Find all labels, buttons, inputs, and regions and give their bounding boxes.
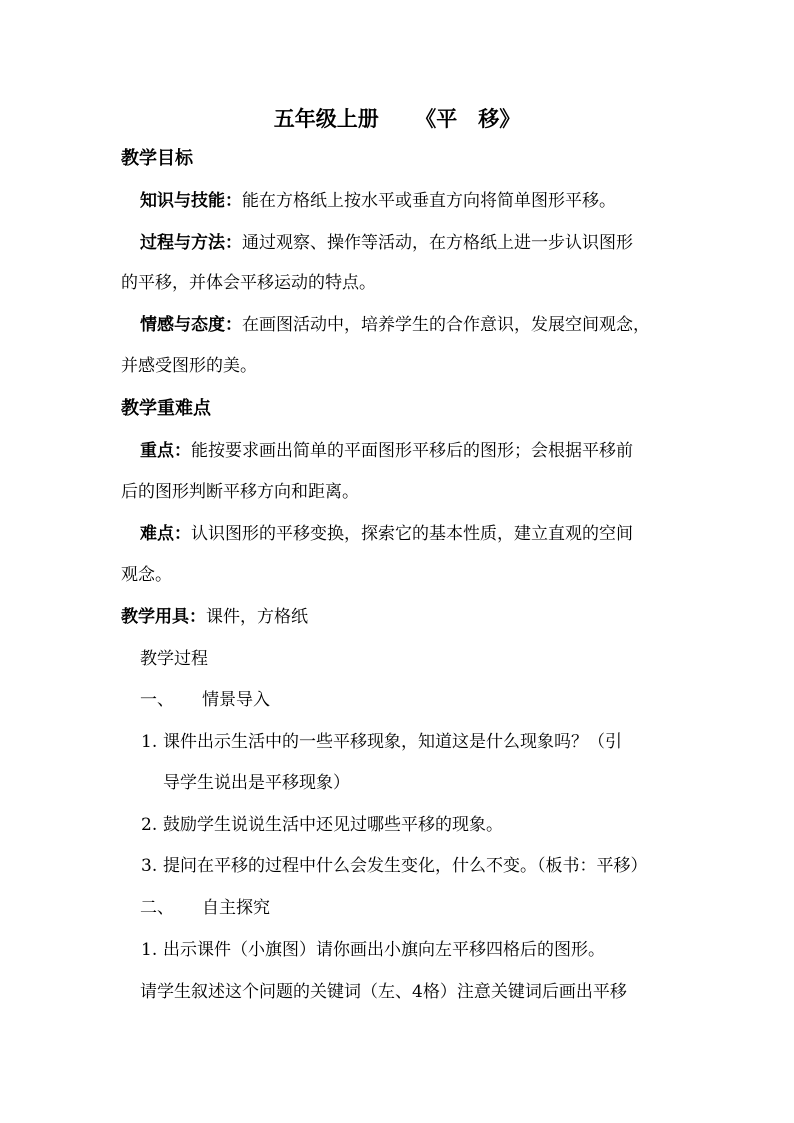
objectives-heading: 教学目标 bbox=[121, 148, 193, 169]
item2-1-text: 出示课件（小旗图）请你画出小旗向左平移四格后的图形。 bbox=[163, 940, 605, 960]
item1-2-text: 鼓励学生说说生活中还见过哪些平移的现象。 bbox=[163, 815, 503, 835]
item1-2-number: 2. bbox=[141, 815, 158, 835]
knowledge-paragraph bbox=[140, 190, 616, 212]
key-label: 重点： bbox=[140, 441, 191, 461]
part1-heading bbox=[140, 689, 270, 711]
difficult-text-2: 观念。 bbox=[121, 565, 172, 585]
difficult-paragraph-line-1 bbox=[140, 523, 633, 545]
emotion-paragraph-line-1 bbox=[140, 314, 650, 336]
knowledge-text: 能在方格纸上按水平或垂直方向将简单图形平移。 bbox=[242, 191, 616, 211]
tools-label: 教学用具： bbox=[121, 607, 206, 627]
knowledge-label: 知识与技能： bbox=[140, 191, 242, 211]
process-text-2: 的平移，并体会平移运动的特点。 bbox=[121, 273, 376, 293]
key-text-1: 能按要求画出简单的平面图形平移后的图形；会根据平移前 bbox=[191, 441, 633, 461]
part2-title: 自主探究 bbox=[202, 898, 270, 918]
difficult-label: 难点： bbox=[140, 524, 191, 544]
part2-heading bbox=[140, 897, 270, 919]
tools-text: 课件，方格纸 bbox=[206, 607, 308, 627]
item1-1-number: 1. bbox=[141, 732, 158, 752]
process-paragraph-line-1 bbox=[140, 232, 633, 254]
part1-number: 一、 bbox=[140, 690, 174, 710]
emotion-label: 情感与态度： bbox=[140, 315, 242, 335]
difficult-text-1: 认识图形的平移变换，探索它的基本性质，建立直观的空间 bbox=[191, 524, 633, 544]
title-lesson: 《平 移》 bbox=[415, 106, 521, 131]
item2-1-follow: 请学生叙述这个问题的关键词（左、4格）注意关键词后画出平移 bbox=[140, 982, 627, 1002]
item1-1-text-1: 课件出示生活中的一些平移现象，知道这是什么现象吗？（引 bbox=[163, 732, 622, 752]
document-title bbox=[0, 106, 794, 132]
item1-3-text: 提问在平移的过程中什么会发生变化，什么不变。（板书：平移） bbox=[163, 856, 648, 876]
emotion-text-2: 并感受图形的美。 bbox=[121, 356, 257, 376]
title-grade: 五年级上册 bbox=[273, 106, 379, 131]
part1-title: 情景导入 bbox=[202, 690, 270, 710]
item1-3-number: 3. bbox=[141, 856, 158, 876]
key-text-2: 后的图形判断平移方向和距离。 bbox=[121, 482, 359, 502]
process-label: 过程与方法： bbox=[140, 233, 242, 253]
item1-1-text-2: 导学生说出是平移现象） bbox=[163, 773, 350, 793]
tools-paragraph bbox=[121, 606, 308, 628]
key-points-heading: 教学重难点 bbox=[121, 398, 211, 419]
part2-number: 二、 bbox=[140, 898, 174, 918]
emotion-text-1: 在画图活动中，培养学生的合作意识，发展空间观念， bbox=[242, 315, 650, 335]
process-heading: 教学过程 bbox=[140, 649, 208, 669]
item2-1-number: 1. bbox=[141, 940, 158, 960]
key-paragraph-line-1 bbox=[140, 440, 633, 462]
process-text-1: 通过观察、操作等活动，在方格纸上进一步认识图形 bbox=[242, 233, 633, 253]
